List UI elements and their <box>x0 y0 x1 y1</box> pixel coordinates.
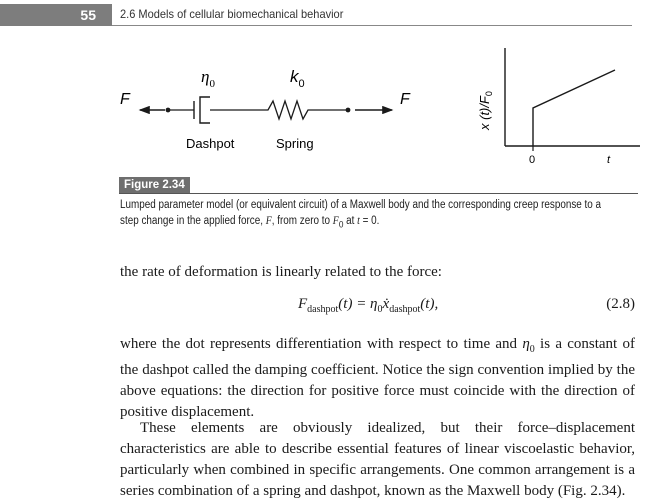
dashpot-label: Dashpot <box>186 136 235 151</box>
plot-x-label: t <box>607 154 611 166</box>
dashpot-symbol <box>194 97 248 123</box>
spring-label: Spring <box>276 136 314 151</box>
page-number: 55 <box>0 4 112 26</box>
eta-zero-label: $\eta_0$ <box>201 67 215 90</box>
figure-rule <box>119 193 638 194</box>
paragraph-intro: the rate of deformation is linearly related to the force: <box>120 264 442 280</box>
running-head: 2.6 Models of cellular biomechanical behavior <box>120 7 344 21</box>
spring-symbol <box>248 101 346 119</box>
paragraph-elements: These elements are obviously idealized, but their force–displacement characteristics are able to describe essential features of linear viscoelastic behavior, particularly when combined in specific arrangements. One common arrangement is a series combination of a spring and dashpot, known as the Maxwell body (Fig. 2.34). <box>120 420 635 499</box>
figure-label: Figure 2.34 <box>119 177 190 194</box>
creep-response-line <box>533 70 615 146</box>
figure-caption: Lumped parameter model (or equivalent circuit) of a Maxwell body and the corresponding creep response to a step change in the applied force, F, from zero to $F_0$ at t = 0. <box>120 199 602 231</box>
force-right-label: F <box>400 91 410 108</box>
equation-2-8 <box>120 296 635 318</box>
equation-expression: $F_{dashpot}(t)$ = $\eta_0ẋ_{dashpot}(t)$, <box>298 296 439 315</box>
plot-x-tick-label: 0 <box>529 154 536 166</box>
paragraph-dashpot: where the dot represents differentiation with respect to time and $\eta_0$ is a constant of the dashpot called the damping coefficient. Notice the sign convention implied by the above equations: the direction for positive force must coincide with the direction of positive displacement. <box>120 336 635 420</box>
equation-number: (2.8) <box>606 296 635 312</box>
node-right <box>346 108 351 113</box>
figure-diagram <box>0 0 671 175</box>
k-zero-label: $k_0$ <box>290 67 305 90</box>
force-left-label: F <box>120 91 130 108</box>
plot-y-label: x $(t)/F_0$ <box>477 91 494 130</box>
